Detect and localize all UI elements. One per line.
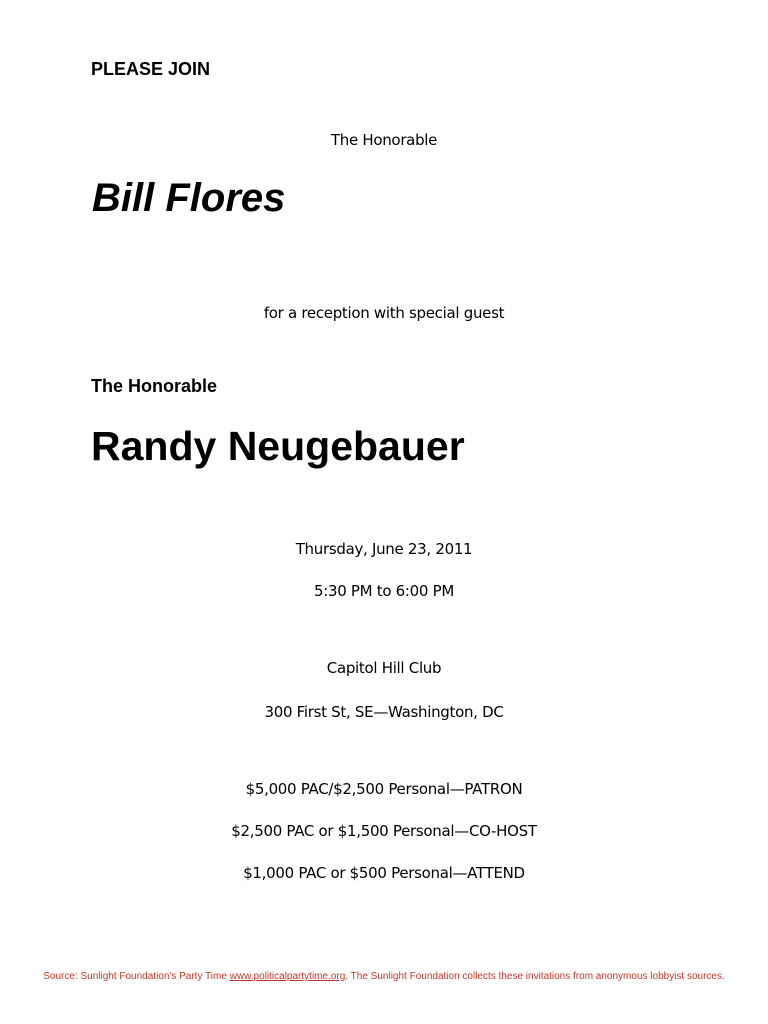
contribution-level-attend: $1,000 PAC or $500 Personal—ATTEND [243, 864, 525, 882]
event-date: Thursday, June 23, 2011 [295, 540, 473, 558]
venue-name: Capitol Hill Club [326, 659, 442, 677]
guest-name: Randy Neugebauer [91, 423, 465, 469]
event-time: 5:30 PM to 6:00 PM [313, 582, 455, 600]
source-prefix: Source: Sunlight Foundation's Party Time [43, 971, 230, 982]
contribution-level-patron: $5,000 PAC/$2,500 Personal—PATRON [245, 780, 523, 798]
reception-line: for a reception with special guest [263, 304, 505, 322]
source-note [0, 971, 768, 982]
source-link[interactable]: www.politicalpartytime.org [229, 971, 346, 982]
source-suffix: . The Sunlight Foundation collects these invitations from anonymous lobbyist sources. [345, 971, 725, 982]
contribution-level-cohost: $2,500 PAC or $1,500 Personal—CO-HOST [231, 822, 537, 840]
host-title: The Honorable [330, 131, 438, 149]
guest-title: The Honorable [91, 376, 218, 396]
please-join-heading: PLEASE JOIN [91, 59, 211, 79]
venue-address: 300 First St, SE—Washington, DC [264, 703, 504, 721]
host-name: Bill Flores [92, 176, 286, 220]
